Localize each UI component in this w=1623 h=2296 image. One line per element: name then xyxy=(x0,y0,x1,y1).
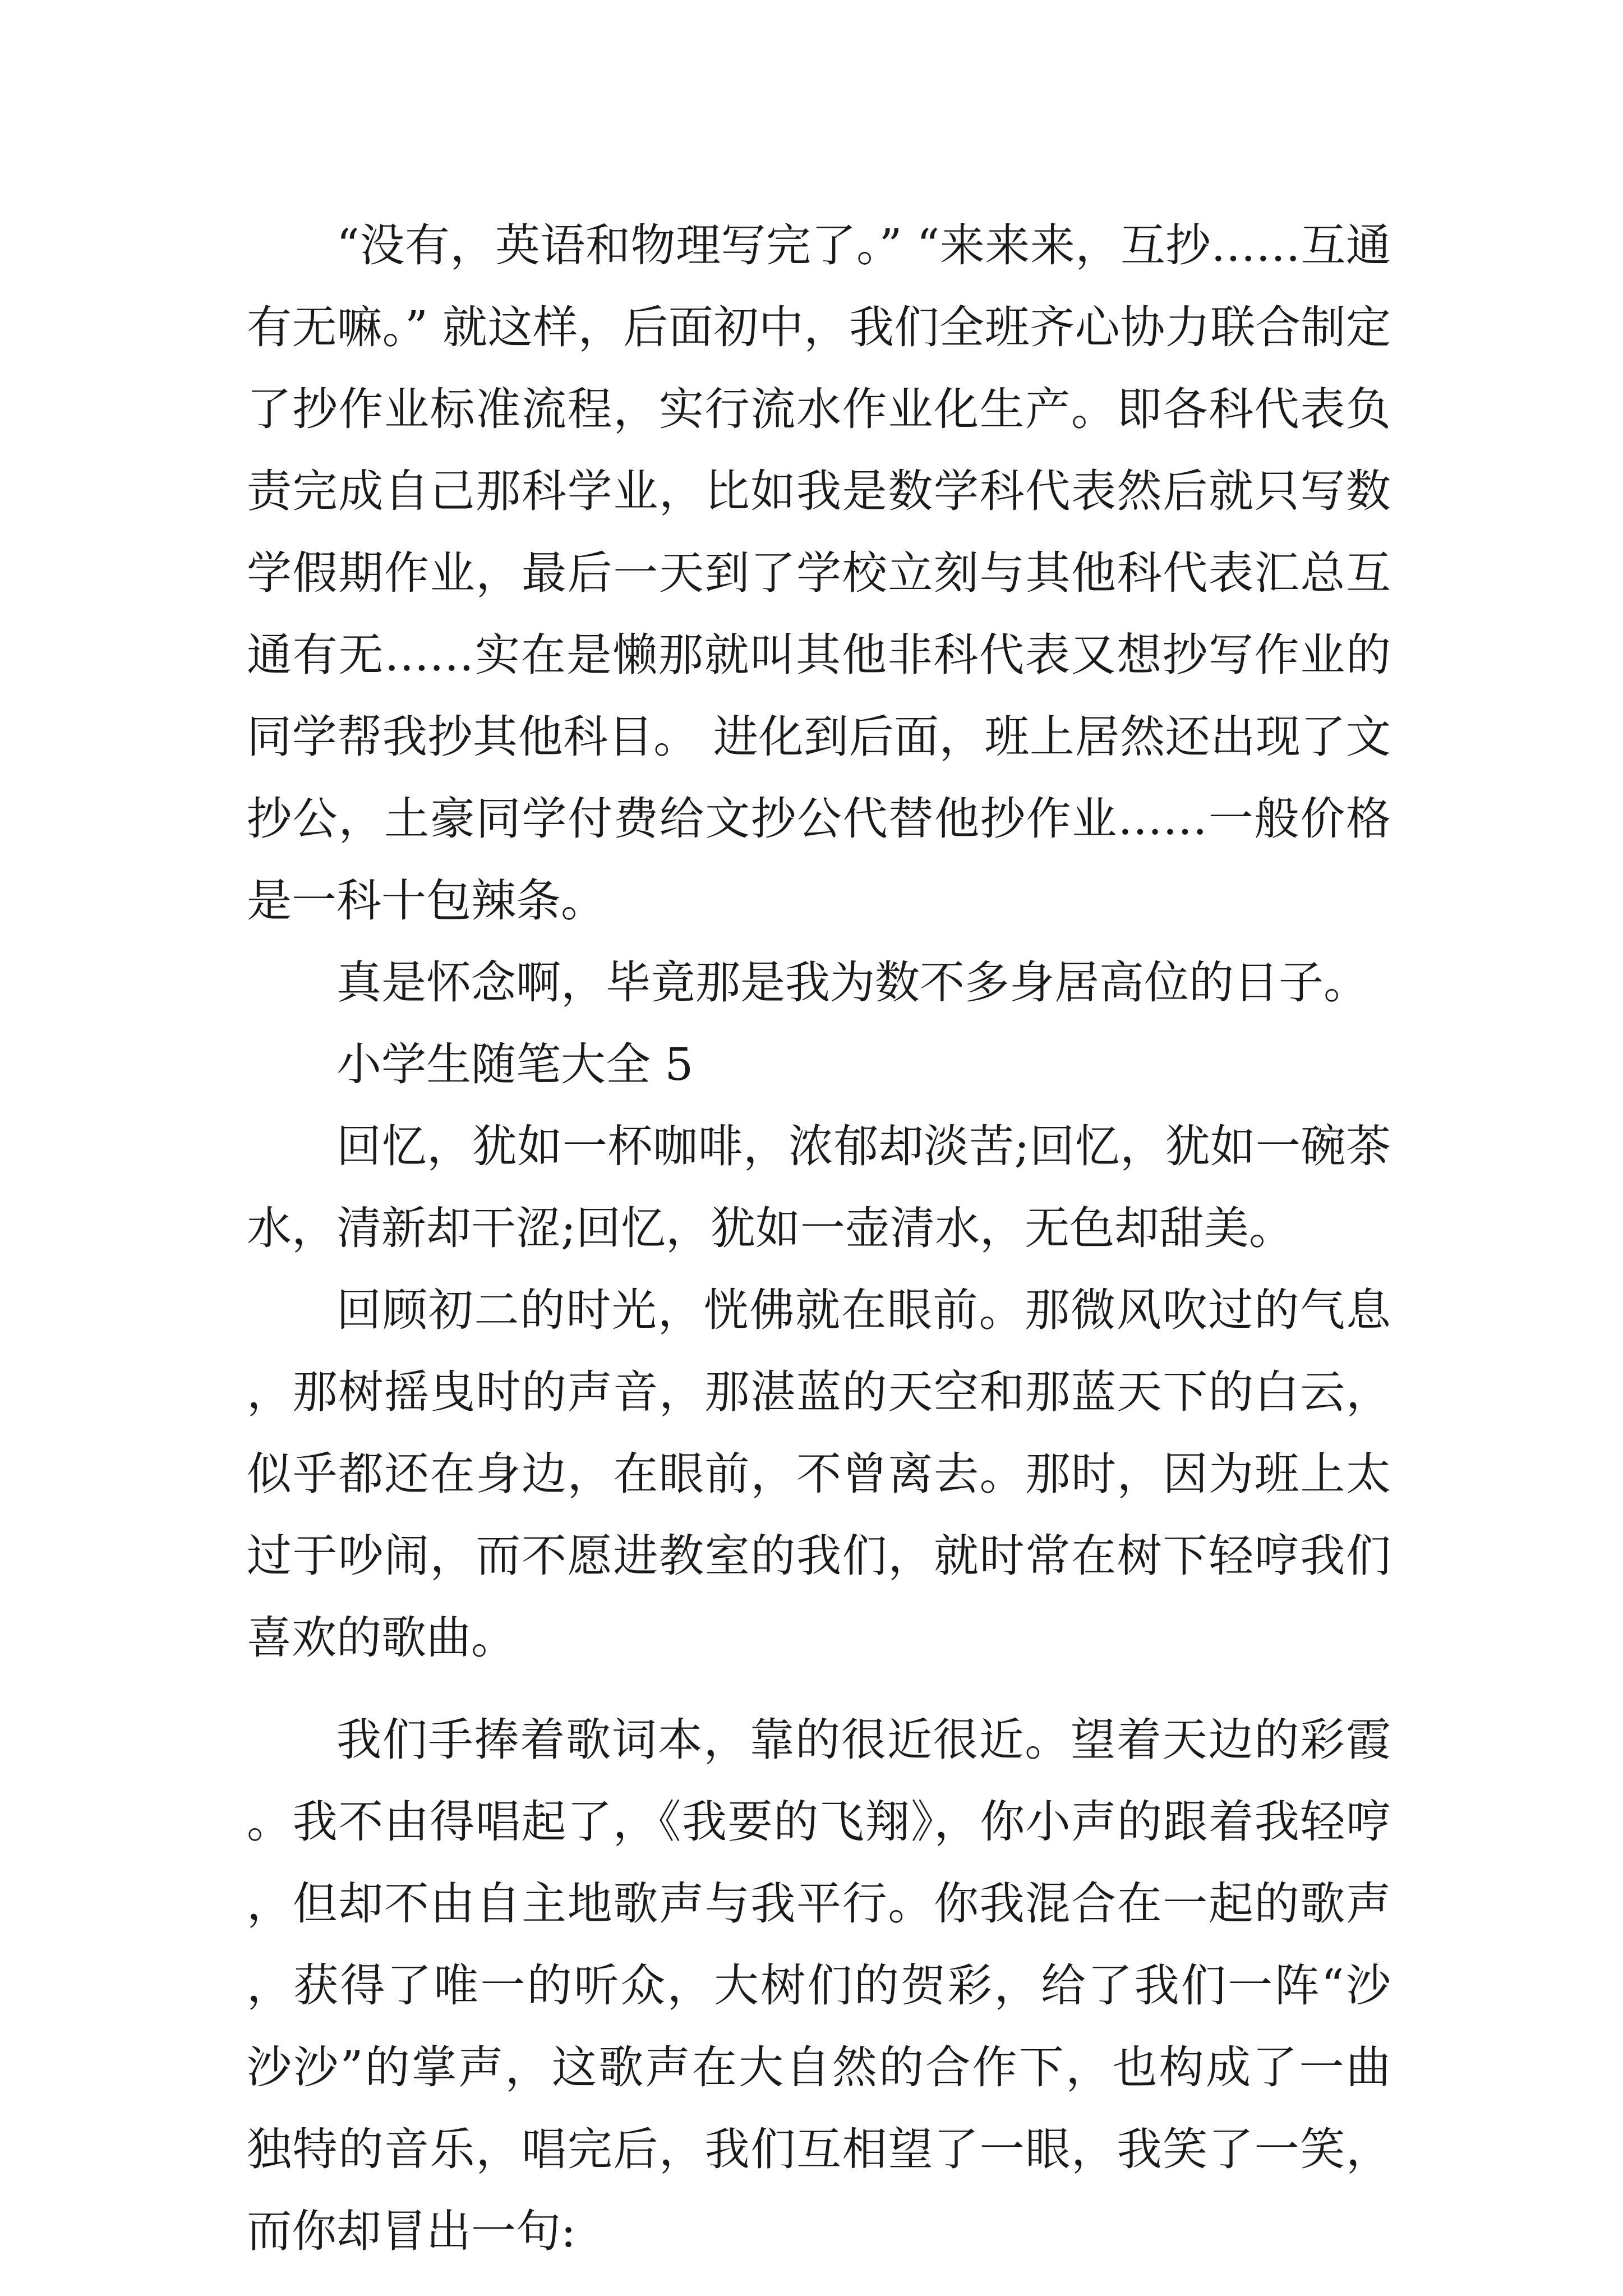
paragraph-nostalgia: 真是怀念啊，毕竟那是我为数不多身居高位的日子。 xyxy=(336,956,1368,1009)
paragraph-homework-copying: “没有，英语和物理写完了。” “来来来，互抄……互通有无嘛。” 就这样，后面初中，我们全班齐心协力联合制定了抄作业标准流程，实行流水作业化生产。即各科代表负责完成自己那科学业，比如我是数学科代表然后就只写数学假期作业，最后一天到了学校立刻与其他科代表汇总互通有无……实在是懒那就叫其他非科代表又想抄写作业的同学帮我抄其他科目。 进化到后面，班上居然还出现了文抄公，土豪同学付费给文抄公代替他抄作业……一般价格是一科十包辣条。 xyxy=(247,219,1391,927)
paragraph-singing: 我们手捧着歌词本，靠的很近很近。望着天边的彩霞。我不由得唱起了，《我要的飞翔》，你小声的跟着我轻哼，但却不由自主地歌声与我平行。你我混合在一起的歌声，获得了唯一的听众，大树们的贺彩，给了我们一阵“沙沙沙”的掌声，这歌声在大自然的合作下，也构成了一曲独特的音乐，唱完后，我们互相望了一眼，我笑了一笑，而你却冒出一句: xyxy=(247,1714,1391,2257)
paragraph-grade-two: 回顾初二的时光，恍佛就在眼前。那微风吹过的气息，那树摇曳时的声音，那湛蓝的天空和那蓝天下的白云，似乎都还在身边，在眼前，不曾离去。那时，因为班上太过于吵闹，而不愿进教室的我们，就时常在树下轻哼我们喜欢的歌曲。 xyxy=(247,1284,1391,1664)
section-heading: 小学生随笔大全 5 xyxy=(336,1038,694,1091)
paragraph-memory-metaphor: 回忆，犹如一杯咖啡，浓郁却淡苦;回忆，犹如一碗茶水，清新却干涩;回忆，犹如一壶清水，无色却甜美。 xyxy=(247,1120,1391,1254)
document-body xyxy=(247,205,1391,2272)
